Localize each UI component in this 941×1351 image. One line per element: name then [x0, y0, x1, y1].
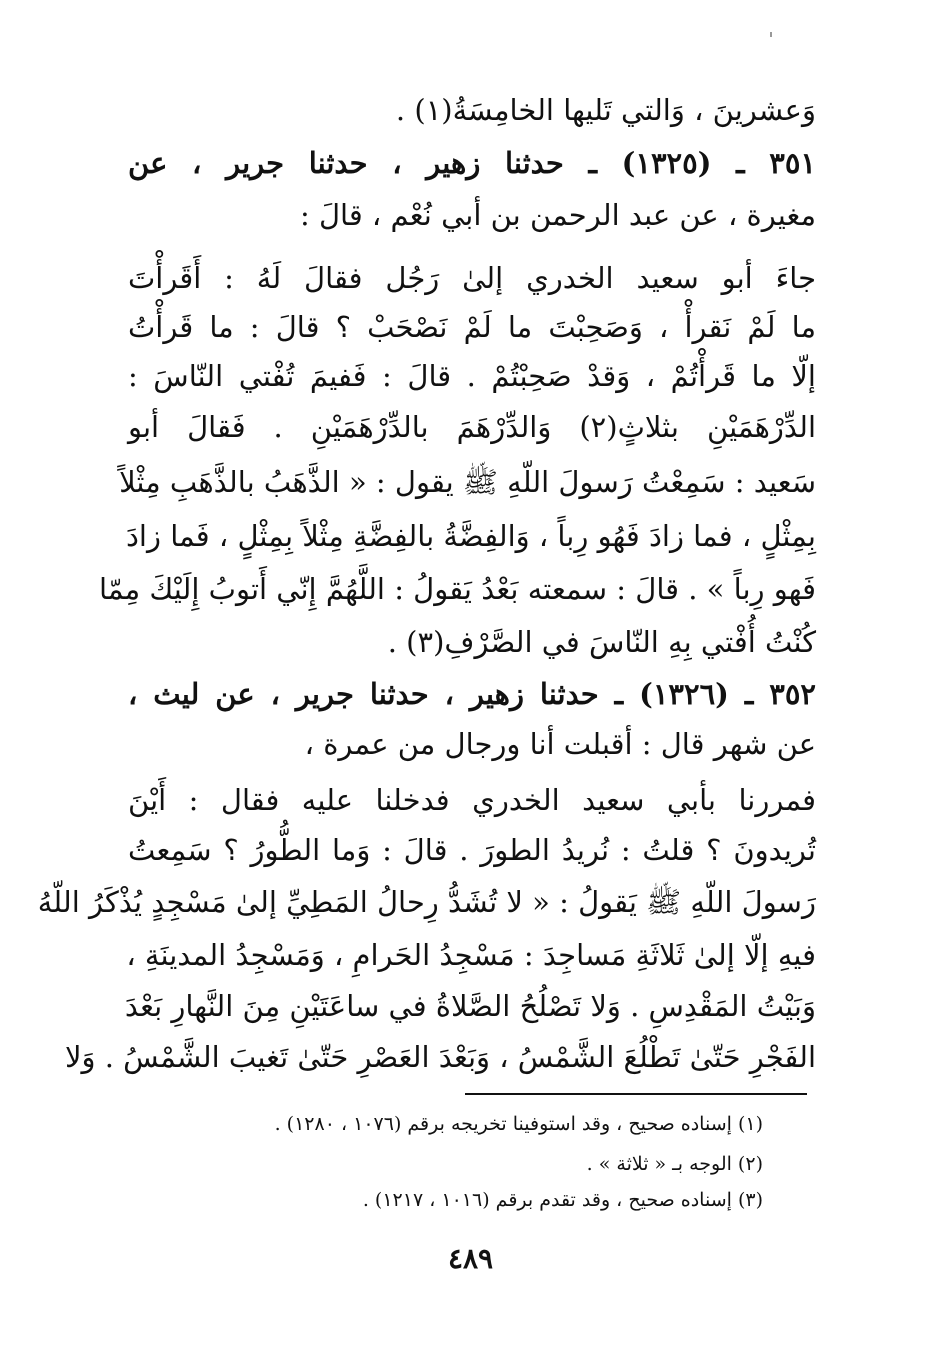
- body-line-7: الدِّرْهَمَيْنِ بثلاثٍ(٢) وَالدِّرْهَمَ بالدِّرْهَمَيْنِ . فَقالَ أبو: [128, 410, 816, 444]
- scan-mark: [770, 32, 772, 37]
- body-line-17: فيهِ إلّا إلىٰ ثَلاثَةِ مَساجِدَ : مَسْجِدُ الحَرامِ ، وَمَسْجِدُ المدينَةِ ،: [126, 938, 816, 972]
- body-line-16: رَسولَ اللّهِ ﷺ يَقولُ : « لا تُشَدُّ رِحالُ المَطِيِّ إلىٰ مَسْجِدٍ يُذْكَرُ اللّهُ: [37, 885, 816, 919]
- body-line-14: فمررنا بأبي سعيد الخدري فدخلنا عليه فقال : أَيْنَ: [128, 783, 816, 817]
- footnote-3: (٣) إسناده صحيح ، وقد تقدم برقم (١٠١٦ ، ١٢١٧) .: [362, 1189, 763, 1211]
- hadith-352-heading: ٣٥٢ ـ (١٣٢٦) ـ حدثنا زهير ، حدثنا جرير ، عن ليث ،: [128, 677, 816, 711]
- body-line-13: عن شهر قال : أقبلت أنا ورجال من عمرة ،: [304, 727, 816, 761]
- body-line-5: ما لَمْ نَقرأْ ، وَصَحِبْتَ ما لَمْ نَصْحَبْ ؟ قالَ : ما قَرأْتُ: [128, 310, 816, 344]
- body-line-1: وَعشرينَ ، وَالتي تَليها الخامِسَةُ(١) .: [395, 93, 816, 127]
- body-line-10: فَهو رِباً » . قالَ : سمعته بَعْدُ يَقولُ : اللَّهُمَّ إِنّي أَتوبُ إِلَيْكَ مِمّا: [99, 572, 816, 606]
- body-line-18: وَبَيْتُ المَقْدِسِ . وَلا تَصْلُحُ الصَّلاةُ في ساعَتَيْنِ مِنَ النَّهارِ بَعْدَ: [124, 989, 816, 1023]
- hadith-351-heading: ٣٥١ ـ (١٣٢٥) ـ حدثنا زهير ، حدثنا جرير ، عن: [128, 146, 816, 180]
- body-line-8: سَعيد : سَمِعْتُ رَسولَ اللّهِ ﷺ يقول : « الذَّهَبُ بالذَّهَبِ مِثْلاً: [119, 465, 816, 499]
- body-line-3: مغيرة ، عن عبد الرحمن بن أبي نُعْم ، قالَ :: [299, 198, 816, 232]
- body-line-19: الفَجْرِ حَتّىٰ تَطْلُعَ الشَّمْسُ ، وَبَعْدَ العَصْرِ حَتّىٰ تَغيبَ الشَّمْسُ . وَلا: [64, 1040, 816, 1074]
- footnote-2: (٢) الوجه بـ « ثلاثة » .: [586, 1153, 763, 1175]
- footnote-separator: [465, 1093, 807, 1095]
- body-line-4: جاءَ أبو سعيد الخدري إلىٰ رَجُل فقالَ لَهُ : أَقَرأْتَ: [128, 261, 816, 295]
- body-line-9: بِمِثْلٍ ، فما زادَ فَهُو رِباً ، وَالفِضَّةُ بالفِضَّةِ مِثْلاً بِمِثْلٍ ، فَما زادَ: [126, 519, 816, 553]
- page-number: ٤٨٩: [447, 1242, 494, 1275]
- body-line-6: إلّا ما قَرأْتُمْ ، وَقدْ صَحِبْتُمْ . قالَ : فَفيمَ تُفْتي النّاسَ :: [128, 359, 816, 393]
- body-line-11: كُنْتُ أُفْتي بِهِ النّاسَ في الصَّرْفِ(٣) .: [387, 625, 816, 659]
- body-line-15: تُريدونَ ؟ قلتُ : نُريدُ الطورَ . قالَ : وَما الطُّورُ ؟ سَمِعتُ: [128, 833, 816, 867]
- footnote-1: (١) إسناده صحيح ، وقد استوفينا تخريجه برقم (١٠٧٦ ، ١٢٨٠) .: [274, 1113, 763, 1135]
